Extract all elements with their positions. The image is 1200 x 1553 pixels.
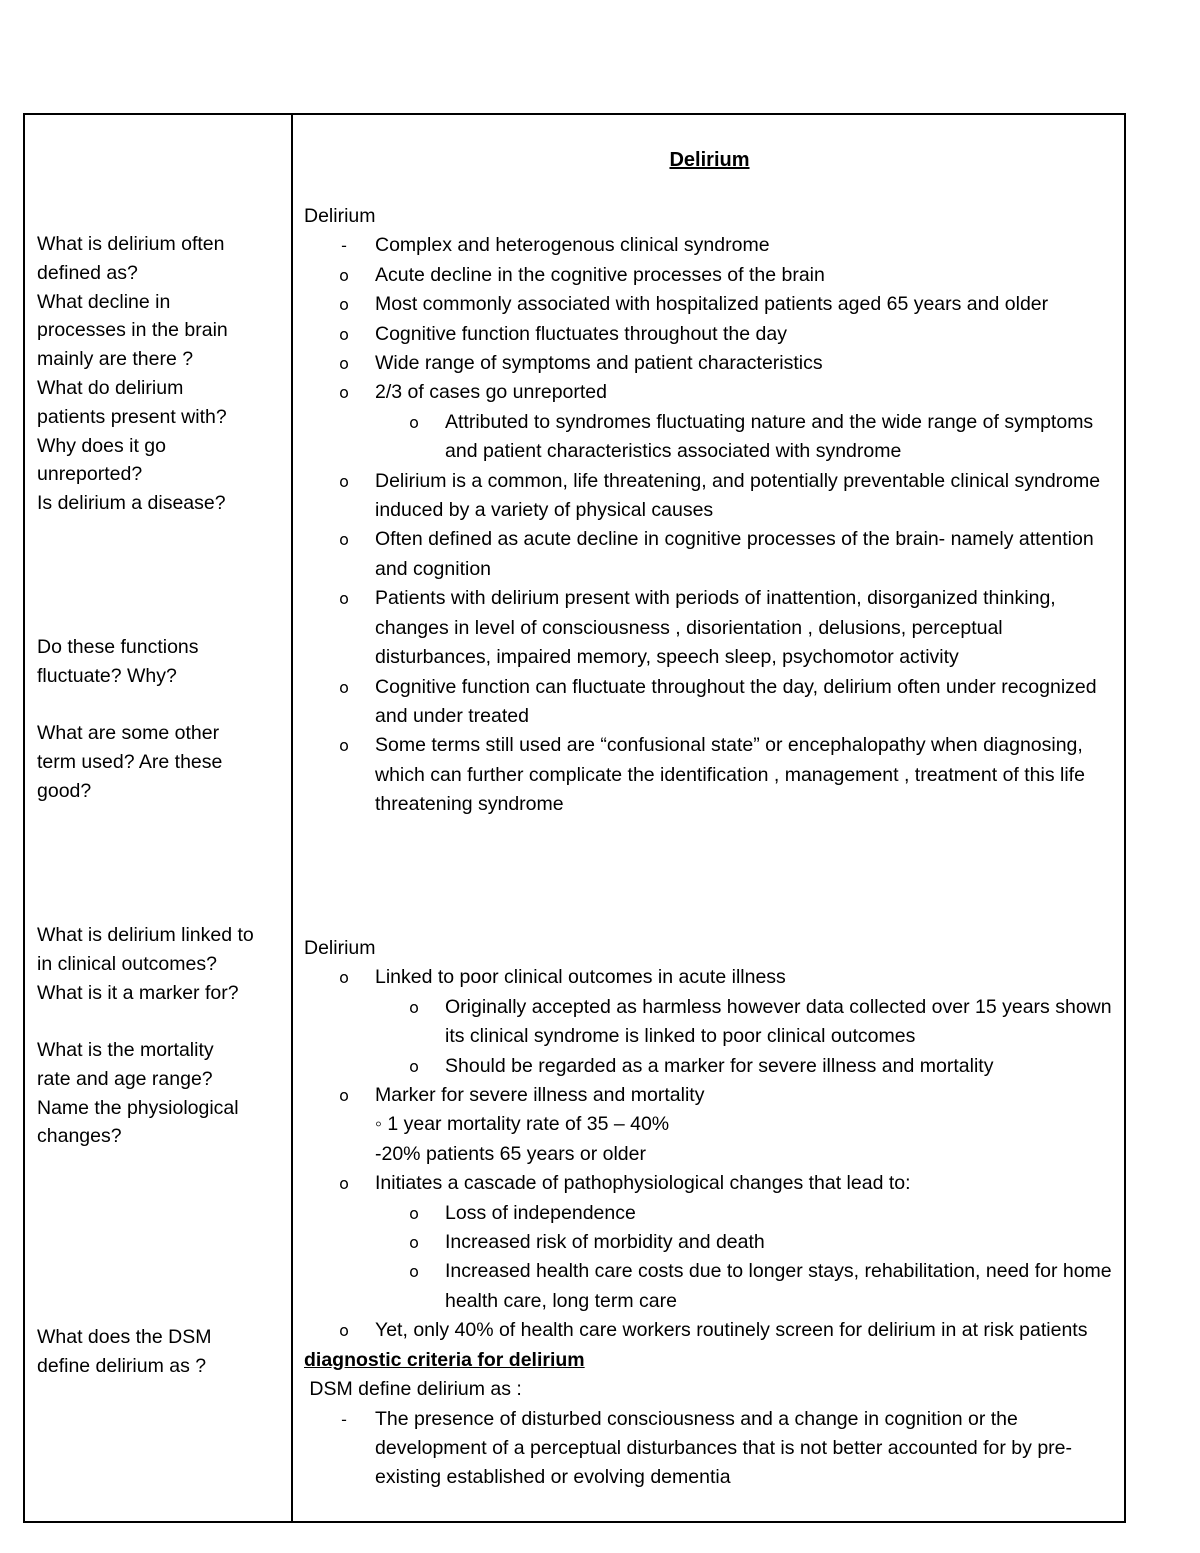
question-line: rate and age range? [37,1067,213,1090]
circle-bullet: o [409,412,419,432]
list-item: o Often defined as acute decline in cognitive processes of the brain- namely attention and cognition [304,525,1119,584]
circle-bullet: o [339,1321,349,1341]
question-line: processes in the brain [37,319,228,342]
list-item: o Loss of independence [304,1199,1119,1228]
subsection-intro: DSM define delirium as : [304,1378,522,1401]
circle-bullet: o [339,589,349,609]
list-item: o Yet, only 40% of health care workers routinely screen for delirium in at risk patients [304,1316,1119,1345]
circle-bullet: o [339,324,349,344]
list-item: o Increased health care costs due to longer stays, rehabilitation, need for home health care, long term care [304,1257,1119,1316]
circle-bullet: o [339,354,349,374]
question-line: define delirium as ? [37,1354,207,1377]
list-item: o Initiates a cascade of pathophysiological changes that lead to: [304,1169,1119,1198]
circle-bullet: o [409,997,419,1017]
question-line: What does the DSM [37,1326,212,1348]
question-line: What decline in [37,290,171,313]
question-line: What is delirium linked to [37,924,254,946]
circle-bullet: o [339,471,349,491]
circle-bullet: o [409,1203,419,1223]
question-line: What are some other [37,722,220,744]
question-group-1 [37,230,287,518]
circle-bullet: o [339,265,349,285]
list-item: - The presence of disturbed consciousness and a change in cognition or the development of a perceptual disturbances that is not better accounted for by pre-existing established or evolving dementia [304,1405,1119,1493]
column-divider [291,115,293,1521]
question-line: patients present with? [37,405,227,428]
question-line: What is delirium often [37,233,225,255]
question-line: What do delirium [37,376,184,399]
section-heading: Delirium [304,205,376,227]
list-item: o Should be regarded as a marker for severe illness and mortality [304,1052,1119,1081]
list-item: - Complex and heterogenous clinical syndrome [304,231,1119,260]
list-item-continuation: ◦ 1 year mortality rate of 35 – 40% [375,1113,670,1136]
subsection-heading: diagnostic criteria for delirium [304,1348,585,1371]
list-item: o Most commonly associated with hospitalized patients aged 65 years and older [304,290,1119,319]
list-item: o Acute decline in the cognitive processes of the brain [304,261,1119,290]
list-item: o Attributed to syndromes fluctuating nature and the wide range of symptoms and patient characteristics associated with syndrome [304,408,1119,467]
question-group-6 [37,1323,287,1381]
notes-table [23,113,1126,1523]
list-item: o 2/3 of cases go unreported [304,378,1119,407]
list-item: o Delirium is a common, life threatening, and potentially preventable clinical syndrome induced by a variety of physical causes [304,467,1119,526]
question-group-2 [37,633,287,691]
question-line: defined as? [37,261,138,284]
question-line: Is delirium a disease? [37,492,226,515]
circle-bullet: o [339,1086,349,1106]
notes-section-1 [304,202,1119,820]
dash-bullet: - [341,236,347,256]
list-item: o Cognitive function can fluctuate throughout the day, delirium often under recognized and under treated [304,673,1119,732]
list-item: o Patients with delirium present with periods of inattention, disorganized thinking, changes in level of consciousness , disorientation , delusions, perceptual disturbances, impaired memory, speech sleep, psychomotor activity [304,584,1119,672]
notes-section-2 [304,934,1119,1493]
question-group-4 [37,921,287,1007]
list-item: o Linked to poor clinical outcomes in acute illness [304,963,1119,992]
circle-bullet: o [339,295,349,315]
circle-bullet: o [339,1174,349,1194]
question-line: Name the physiological [37,1096,239,1119]
question-line: unreported? [37,463,143,486]
dash-bullet: - [341,1409,347,1429]
question-line: What is it a marker for? [37,981,239,1004]
question-group-5 [37,1036,287,1151]
question-line: Do these functions [37,636,199,658]
list-item: o Some terms still used are “confusional state” or encephalopathy when diagnosing, which can further complicate the identification , management , treatment of this life threatening syndrome [304,731,1119,819]
circle-bullet: o [409,1262,419,1282]
list-item: o Marker for severe illness and mortality [304,1081,1119,1110]
page-title: Delirium [669,149,750,171]
circle-bullet: o [339,968,349,988]
circle-bullet: o [339,736,349,756]
section-heading: Delirium [304,937,376,959]
circle-bullet: o [339,677,349,697]
question-line: term used? Are these [37,750,223,773]
circle-bullet: o [339,383,349,403]
list-item: o Cognitive function fluctuates throughout the day [304,320,1119,349]
circle-bullet: o [339,530,349,550]
question-line: changes? [37,1125,122,1148]
question-line: in clinical outcomes? [37,952,217,975]
list-item: o Originally accepted as harmless however data collected over 15 years shown its clinical syndrome is linked to poor clinical outcomes [304,993,1119,1052]
question-line: good? [37,779,92,802]
circle-bullet: o [409,1056,419,1076]
list-item-continuation: -20% patients 65 years or older [375,1142,646,1165]
question-line: Why does it go [37,434,166,457]
list-item: o Wide range of symptoms and patient characteristics [304,349,1119,378]
question-line: What is the mortality [37,1039,214,1061]
question-group-3 [37,719,287,805]
list-item: o Increased risk of morbidity and death [304,1228,1119,1257]
circle-bullet: o [409,1233,419,1253]
question-line: fluctuate? Why? [37,664,177,687]
question-line: mainly are there ? [37,348,194,371]
